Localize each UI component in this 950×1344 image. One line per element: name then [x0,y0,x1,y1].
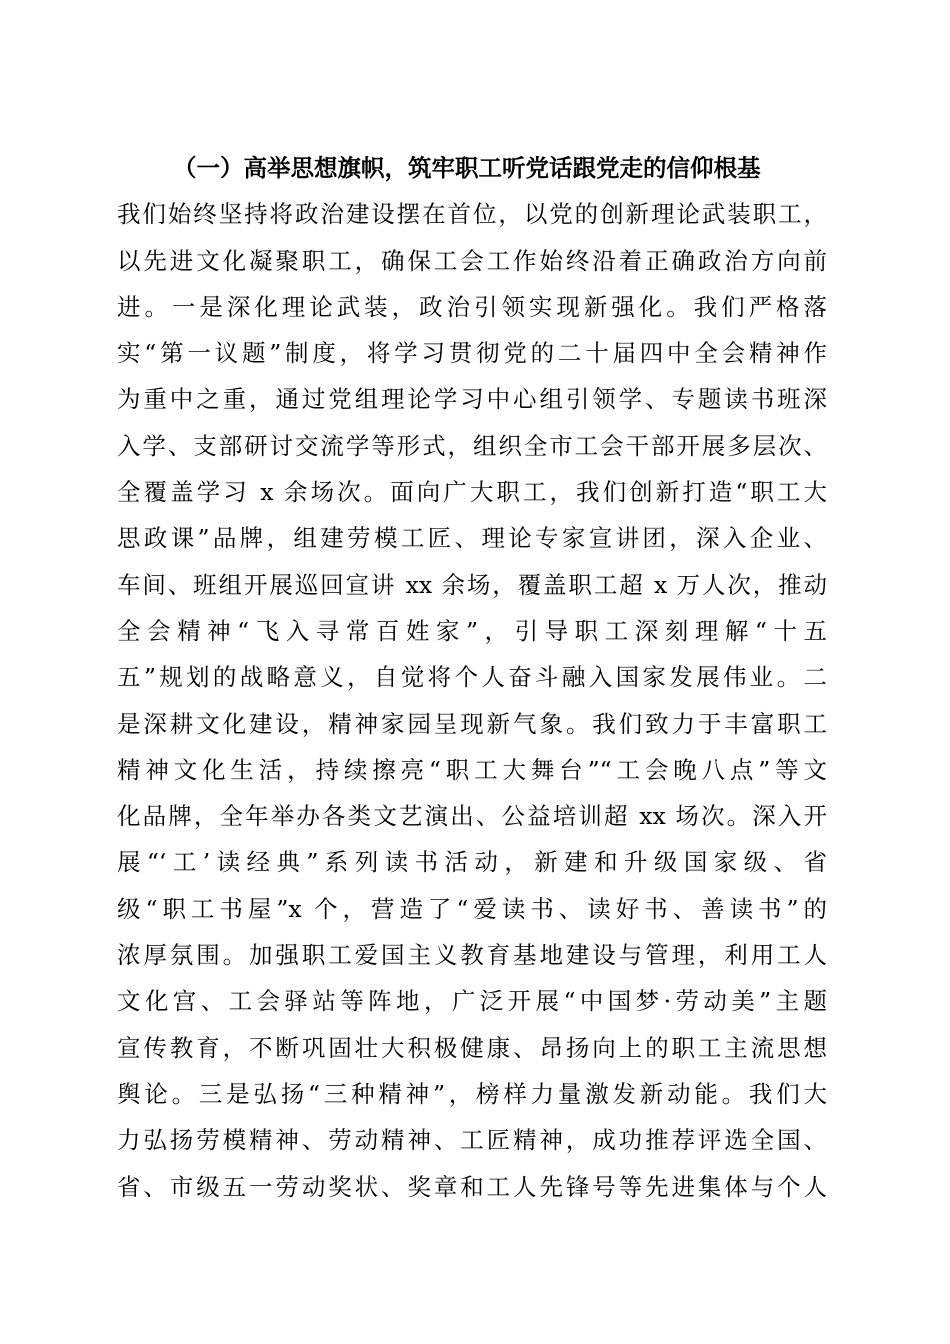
paragraph-line: 思政课”品牌，组建劳模工匠、理论专家宣讲团，深入企业、 [117,524,827,553]
paragraph-line: 宣传教育，不断巩固壮大积极健康、昂扬向上的职工主流思想 [117,1033,827,1062]
paragraph-line: 我们始终坚持将政治建设摆在首位，以党的创新理论武装职工， [117,200,827,229]
paragraph-line: 全覆盖学习 x 余场次。面向广大职工，我们创新打造“职工大 [117,478,827,507]
paragraph-line: 全会精神“飞入寻常百姓家”，引导职工深刻理解“十五 [117,616,827,645]
paragraph-line: 车间、班组开展巡回宣讲 xx 余场，覆盖职工超 x 万人次，推动 [117,570,827,599]
paragraph-line: 精神文化生活，持续擦亮“职工大舞台”“工会晚八点”等文 [117,755,827,784]
document-body [117,145,827,1210]
paragraph-line: 舆论。三是弘扬“三种精神”，榜样力量激发新动能。我们大 [117,1079,827,1108]
paragraph-line: 实“第一议题”制度，将学习贯彻党的二十届四中全会精神作 [117,339,827,368]
section-heading: （一）高举思想旗帜，筑牢职工听党话跟党走的信仰根基 [173,154,761,182]
paragraph-line: 展“‘工’读经典”系列读书活动，新建和升级国家级、省 [117,848,827,877]
paragraph-line: 文化宫、工会驿站等阵地，广泛开展“中国梦·劳动美”主题 [117,987,827,1016]
paragraph-line: 是深耕文化建设，精神家园呈现新气象。我们致力于丰富职工 [117,709,827,738]
paragraph-line: 入学、支部研讨交流学等形式，组织全市工会干部开展多层次、 [117,431,827,460]
paragraph-line: 以先进文化凝聚职工，确保工会工作始终沿着正确政治方向前 [117,246,827,275]
paragraph-line: 浓厚氛围。加强职工爱国主义教育基地建设与管理，利用工人 [117,941,827,970]
paragraph-line: 进。一是深化理论武装，政治引领实现新强化。我们严格落 [117,292,827,321]
paragraph-line: 级“职工书屋”x 个，营造了“爱读书、读好书、善读书”的 [117,894,827,923]
paragraph-line: 力弘扬劳模精神、劳动精神、工匠精神，成功推荐评选全国、 [117,1126,827,1155]
paragraph-line: 五”规划的战略意义，自觉将个人奋斗融入国家发展伟业。二 [117,663,827,692]
paragraph-line: 为重中之重，通过党组理论学习中心组引领学、专题读书班深 [117,385,827,414]
paragraph-line: 化品牌，全年举办各类文艺演出、公益培训超 xx 场次。深入开 [117,802,827,831]
paragraph-line: 省、市级五一劳动奖状、奖章和工人先锋号等先进集体与个人 [117,1172,827,1201]
